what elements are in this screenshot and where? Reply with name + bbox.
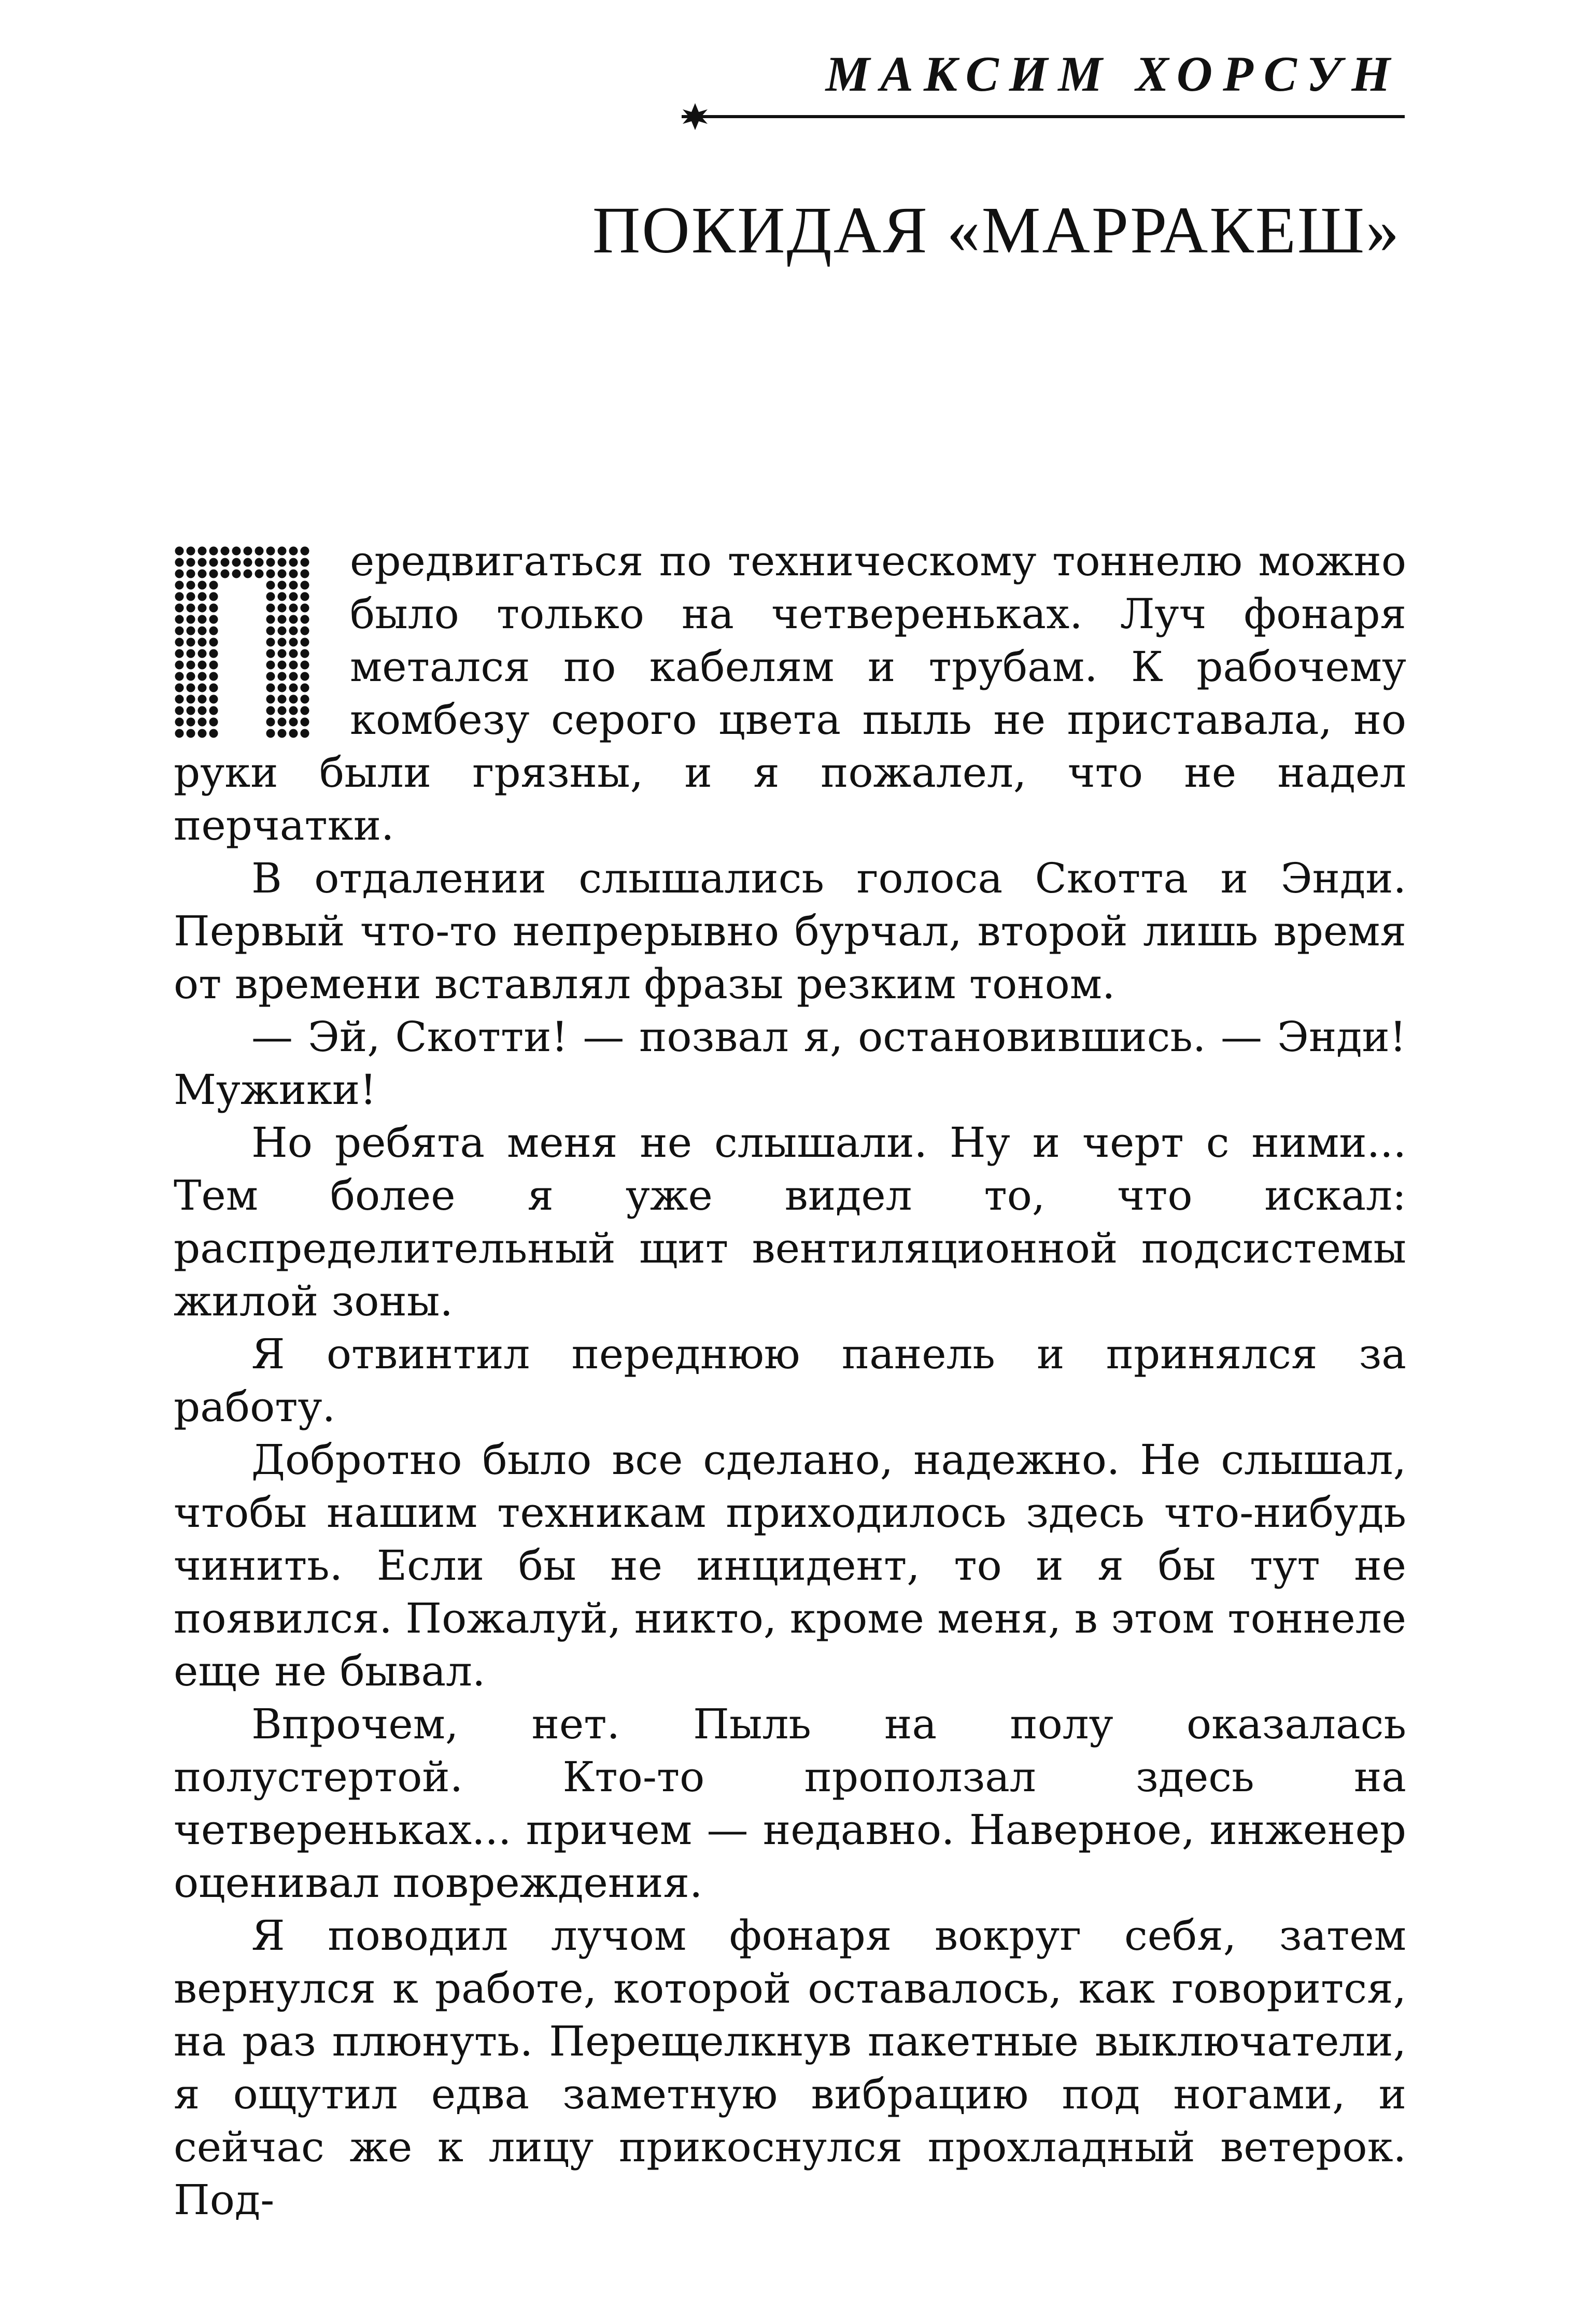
first-paragraph-text: ередвигаться по техническому тоннелю можно было только на четвереньках. Луч фонаря метался по кабелям и трубам. К рабочему комбезу серого цвета пыль не приставала, но руки были грязны, и я пожалел, что не надел перчатки. xyxy=(174,537,1406,849)
paragraph: Впрочем, нет. Пыль на полу оказалась полустертой. Кто-то проползал здесь на четвереньках... причем — недавно. Наверное, инженер оценивал повреждения. xyxy=(174,1700,1406,1907)
story-body xyxy=(174,535,1406,2227)
paragraph: Но ребята меня не слышали. Ну и черт с ними... Тем более я уже видел то, что искал: распределительный щит вентиляционной подсистемы жилой зоны. xyxy=(174,1118,1406,1325)
running-header-author: МАКСИМ ХОРСУН xyxy=(825,46,1401,102)
paragraph xyxy=(174,535,1406,852)
drop-cap-dotted-letter xyxy=(174,545,311,742)
paragraph: Добротно было все сделано, надежно. Не слышал, чтобы нашим техникам приходилось здесь что-нибудь чинить. Если бы не инцидент, то и я бы тут не появился. Пожалуй, никто, кроме меня, в этом тоннеле еще не бывал. xyxy=(174,1436,1406,1695)
header-rule-ornament xyxy=(676,101,1405,132)
paragraph: Я поводил лучом фонаря вокруг себя, затем вернулся к работе, которой оставалось, как говорится, на раз плюнуть. Перещелкнув пакетные выключатели, я ощутил едва заметную вибрацию под ногами, и сейчас же к лицу прикоснулся прохладный ветерок. Под- xyxy=(174,1911,1406,2224)
chapter-title: ПОКИДАЯ «МАРРАКЕШ» xyxy=(592,193,1401,267)
paragraph: В отдалении слышались голоса Скотта и Энди. Первый что-то непрерывно бурчал, второй лишь время от времени вставлял фразы резким тоном. xyxy=(174,854,1406,1008)
paragraph: — Эй, Скотти! — позвал я, остановившись. — Энди! Мужики! xyxy=(174,1013,1406,1114)
paragraph: Я отвинтил переднюю панель и принялся за работу. xyxy=(174,1330,1406,1431)
